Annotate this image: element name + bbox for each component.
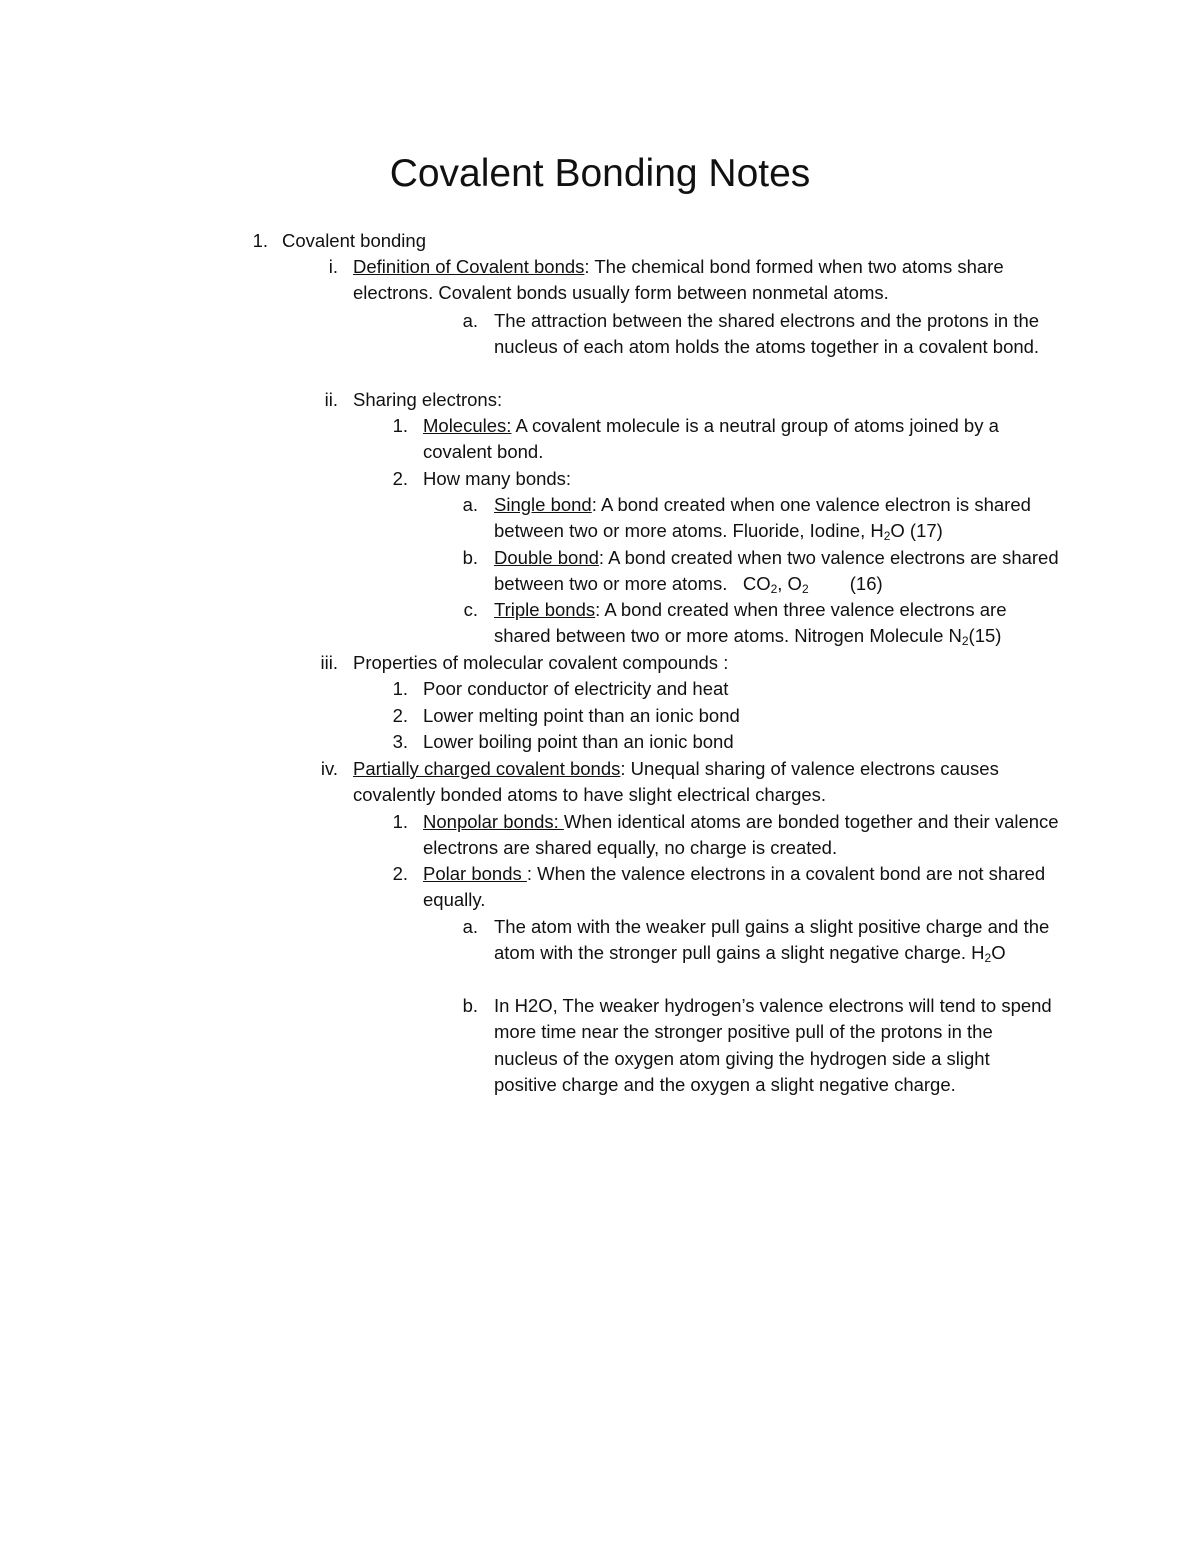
list-marker: i.: [328, 256, 338, 277]
list-marker: 1.: [392, 415, 408, 436]
list-text: Polar bonds : When the valence electrons in a covalent bond are not shared equally.: [423, 863, 1046, 911]
list-text: Lower boiling point than an ionic bond: [423, 731, 734, 752]
list-text: Partially charged covalent bonds: Unequal sharing of valence electrons causes covalently bonded atoms to have slight electrical charges.: [353, 758, 999, 806]
list-marker: 2.: [392, 468, 408, 489]
term-polar-bonds: Polar bonds: [423, 863, 527, 884]
list-marker: iv.: [320, 758, 338, 779]
term-single-bond: Single bond: [494, 494, 592, 515]
list-marker: c.: [463, 599, 478, 620]
list-marker: ii.: [324, 389, 338, 410]
list-marker: a.: [462, 310, 478, 331]
list-text: Double bond: A bond created when two valence electrons are shared between two or more atoms. $CO_2$, $O_2$ (16): [494, 547, 1064, 597]
list-marker: 1.: [392, 678, 408, 699]
list-marker: b.: [462, 547, 478, 568]
term-partially-charged-covalent-bonds: Partially charged covalent bonds: [353, 758, 621, 779]
list-text: Triple bonds: A bond created when three valence electrons are shared between two or more atoms. Nitrogen Molecule $N_2(15)$: [494, 599, 1007, 649]
term-definition-of-covalent-bonds: Definition of Covalent bonds: [353, 256, 585, 277]
term-double-bond: Double bond: [494, 547, 599, 568]
list-marker: 2.: [392, 705, 408, 726]
term-nonpolar-bonds: Nonpolar bonds:: [423, 811, 564, 832]
list-text: Single bond: A bond created when one valence electron is shared between two or more atoms. Fluoride, Iodine, $H_2O$ (17): [494, 494, 1031, 544]
list-text: Molecules: A covalent molecule is a neutral group of atoms joined by a covalent bond.: [423, 415, 999, 463]
term-molecules: Molecules:: [423, 415, 512, 436]
list-text: Definition of Covalent bonds: The chemical bond formed when two atoms share electrons. Covalent bonds usually form between nonmetal atoms.: [353, 256, 1004, 304]
list-text: The atom with the weaker pull gains a slight positive charge and the atom with the stronger pull gains a slight negative charge. $H_2O$: [494, 916, 1050, 966]
list-marker: 1.: [392, 811, 408, 832]
document-title: Covalent Bonding Notes: [389, 152, 811, 195]
list-marker: iii.: [320, 652, 338, 673]
list-marker: 1.: [252, 230, 268, 251]
list-text: Sharing electrons:: [353, 389, 503, 410]
list-marker: 3.: [392, 731, 408, 752]
list-marker: a.: [462, 494, 478, 515]
list-text: Nonpolar bonds: When identical atoms are bonded together and their valence electrons are shared equally, no charge is created.: [423, 811, 1059, 859]
term-triple-bonds: Triple bonds: [494, 599, 596, 620]
list-text: Poor conductor of electricity and heat: [423, 678, 729, 699]
list-text: In H2O, The weaker hydrogen’s valence electrons will tend to spend more time near the stronger positive pull of the protons in the nucleus of the oxygen atom giving the hydrogen side a slight positive charge and the oxygen a slight negative charge.: [494, 995, 1052, 1095]
list-marker: 2.: [392, 863, 408, 884]
list-text: The attraction between the shared electrons and the protons in the nucleus of each atom holds the atoms together in a covalent bond.: [494, 310, 1040, 358]
list-text: Properties of molecular covalent compounds :: [353, 652, 729, 673]
list-marker: a.: [462, 916, 478, 937]
list-text: How many bonds:: [423, 468, 572, 489]
list-text: Lower melting point than an ionic bond: [423, 705, 740, 726]
list-text: Covalent bonding: [282, 230, 426, 251]
list-marker: b.: [462, 995, 478, 1016]
